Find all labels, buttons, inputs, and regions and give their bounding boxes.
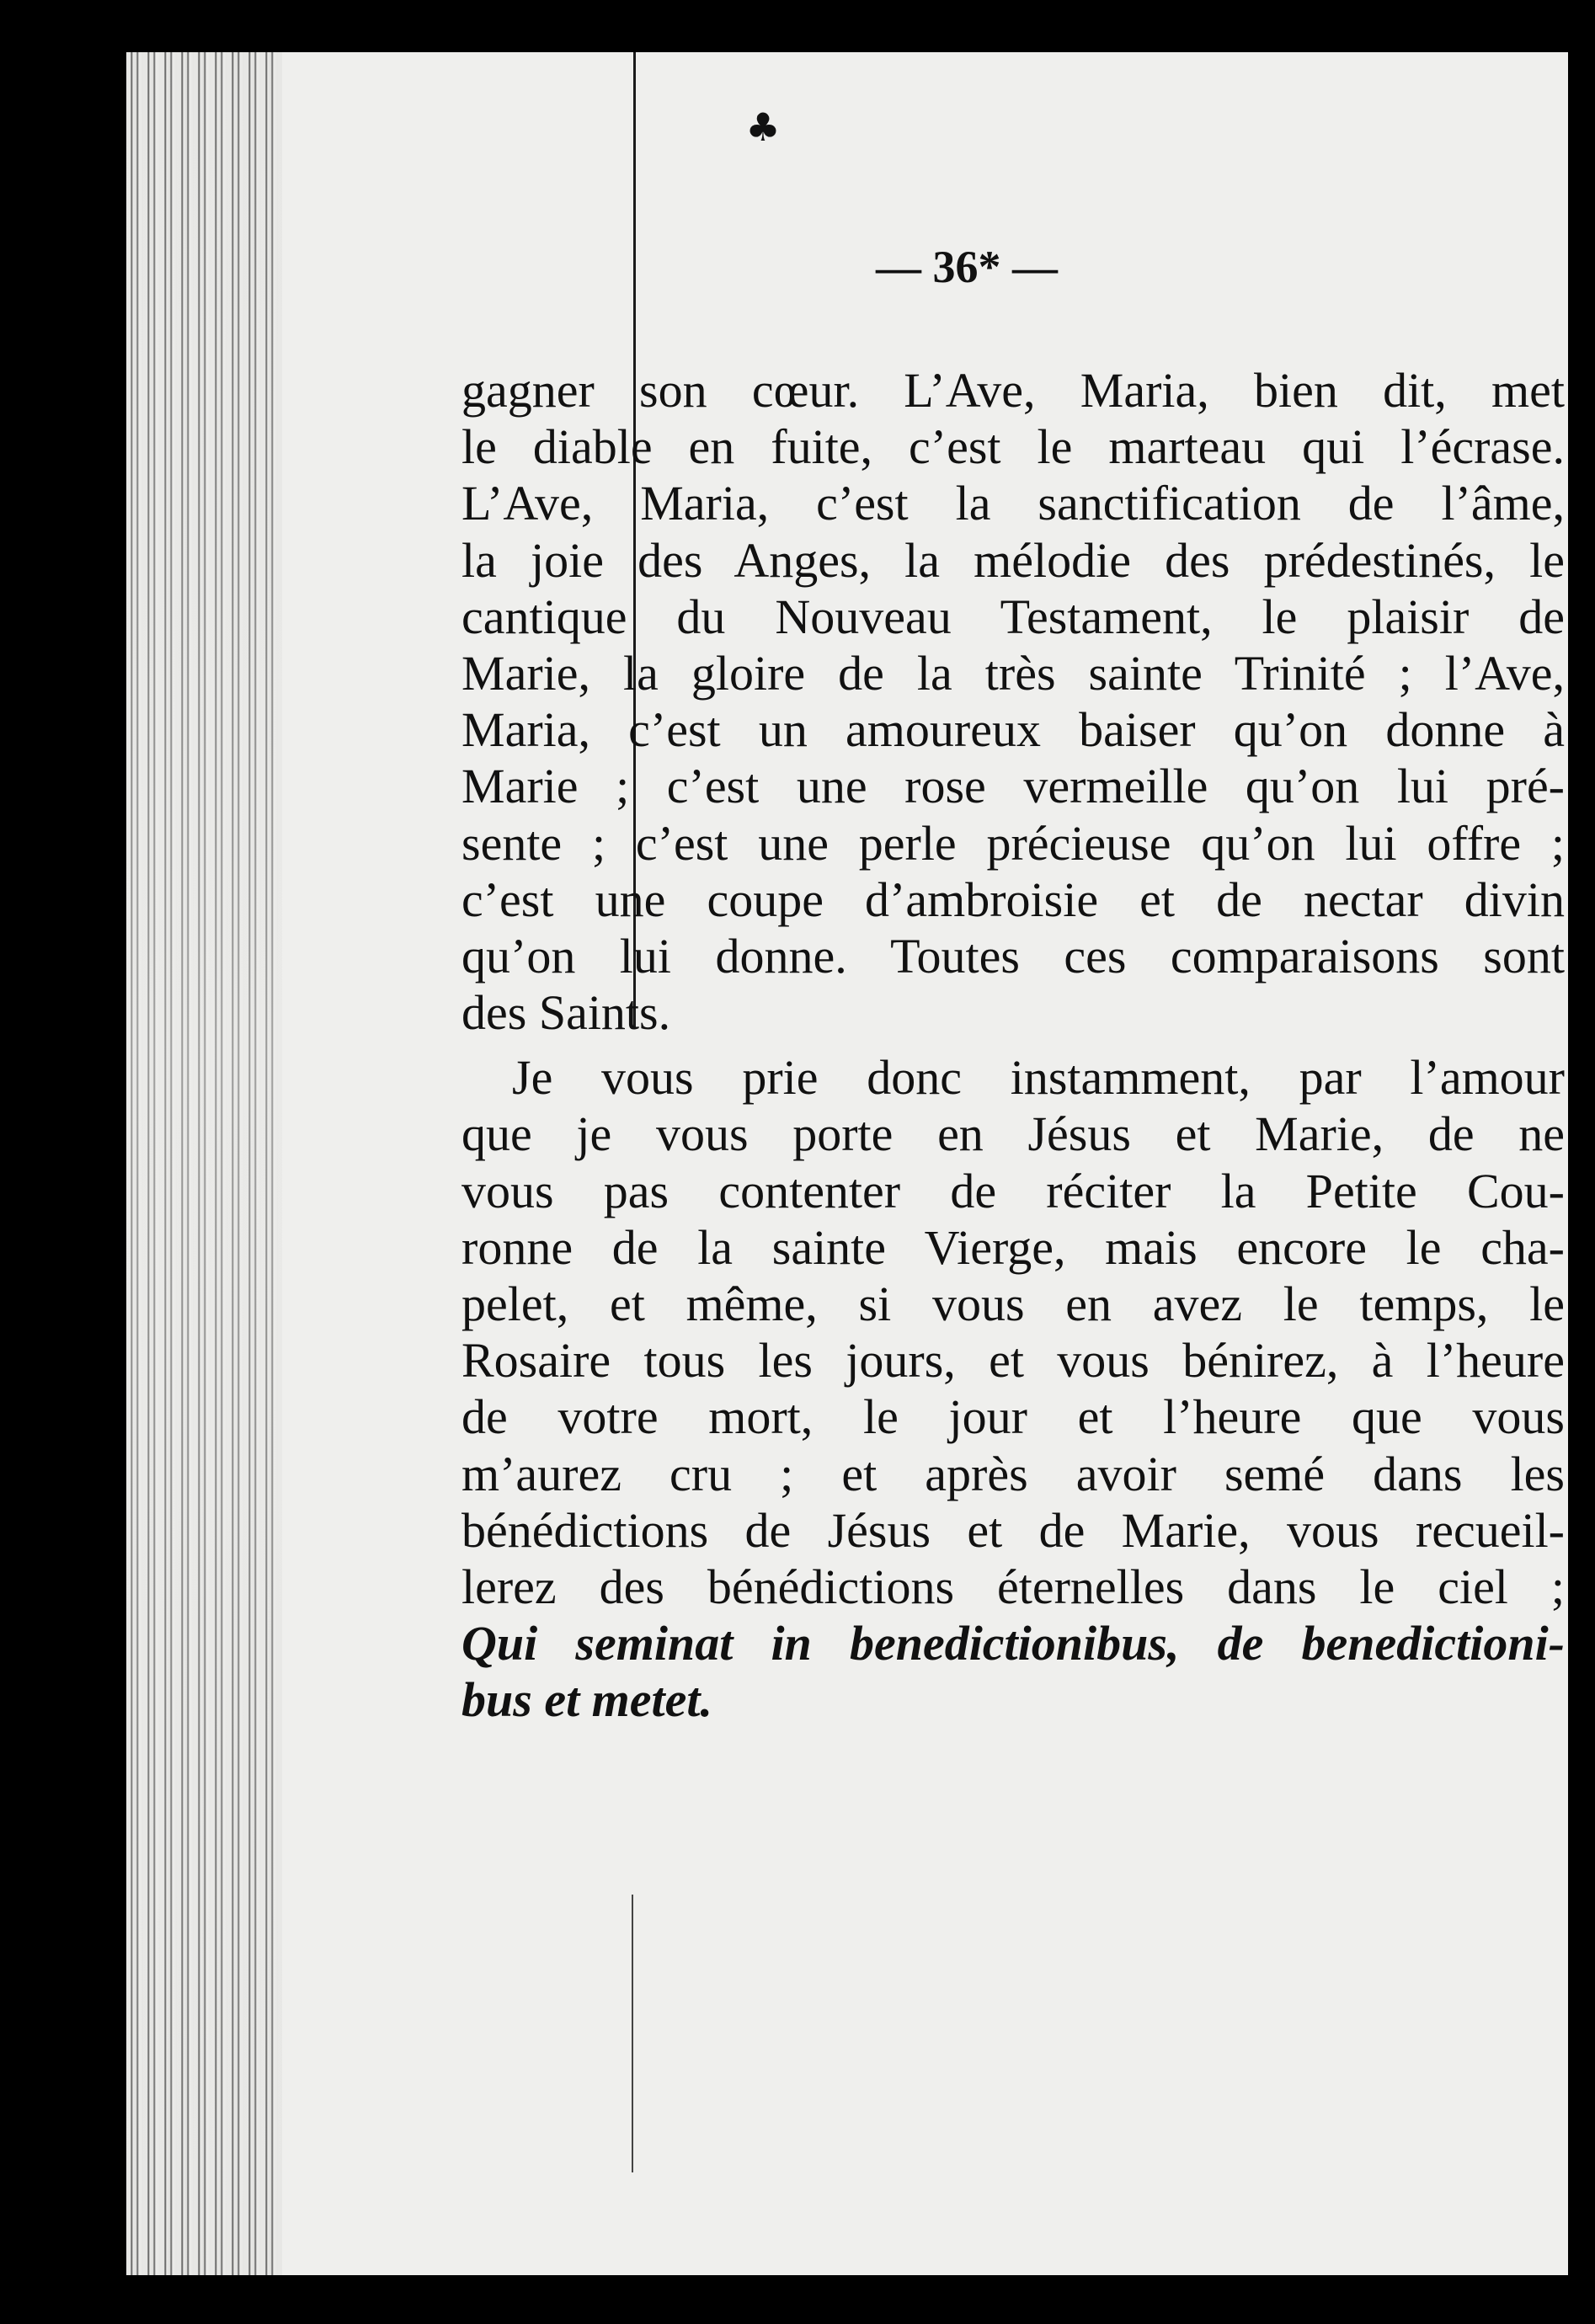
text-line: sente ; c’est une perle précieuse qu’on lui offre ; [461,815,1565,871]
text-line: la joie des Anges, la mélodie des prédestinés, le [461,532,1565,588]
text-line: qu’on lui donne. Toutes ces comparaisons sont [461,928,1565,983]
page-number: — 36* — [876,242,1058,292]
text-line: Rosaire tous les jours, et vous bénirez, à l’heure [461,1333,1565,1389]
text-line: ronne de la sainte Vierge, mais encore le cha- [461,1219,1565,1275]
text-line: des Saints. [461,985,671,1041]
text-line: bénédictions de Jésus et de Marie, vous recueil- [461,1502,1565,1558]
text-line: gagner son cœur. L’Ave, Maria, bien dit, met [461,363,1565,418]
text-line: cantique du Nouveau Testament, le plaisir de [461,589,1565,644]
page-edges-shade [126,52,282,2275]
text-line: c’est une coupe d’ambroisie et de nectar divin [461,872,1565,927]
body-text [461,362,1565,1729]
gutter-shadow-line-lower [632,1895,633,2172]
text-line: que je vous porte en Jésus et Marie, de ne [461,1106,1565,1162]
text-line: L’Ave, Maria, c’est la sanctification de l’âme, [461,476,1565,531]
text-line: de votre mort, le jour et l’heure que vous [461,1389,1565,1445]
ornament-mark: ♣ [745,104,781,150]
scan-border-right [1568,52,1595,2275]
paragraph-2 [461,1049,1565,1728]
text-line: Maria, c’est un amoureux baiser qu’on donne à [461,702,1565,758]
text-line: Marie, la gloire de la très sainte Trinité ; l’Ave, [461,645,1565,701]
text-line: lerez des bénédictions éternelles dans le ciel ; [461,1559,1565,1614]
text-line: pelet, et même, si vous en avez le temps, le [461,1277,1565,1331]
text-line: Marie ; c’est une rose vermeille qu’on lui pré- [461,759,1565,814]
text-line: vous pas contenter de réciter la Petite Cou- [461,1163,1565,1218]
text-line: m’aurez cru ; et après avoir semé dans les [461,1446,1565,1501]
text-line: Je vous prie donc instamment, par l’amour [512,1050,1565,1106]
scan-border-bottom [126,2275,1595,2324]
latin-quote-line: bus et metet. [461,1672,713,1728]
paragraph-1 [461,362,1565,1041]
latin-quote-line: Qui seminat in benedictionibus, de benedictioni- [461,1616,1565,1671]
text-line: le diable en fuite, c’est le marteau qui l’écrase. [461,419,1565,475]
